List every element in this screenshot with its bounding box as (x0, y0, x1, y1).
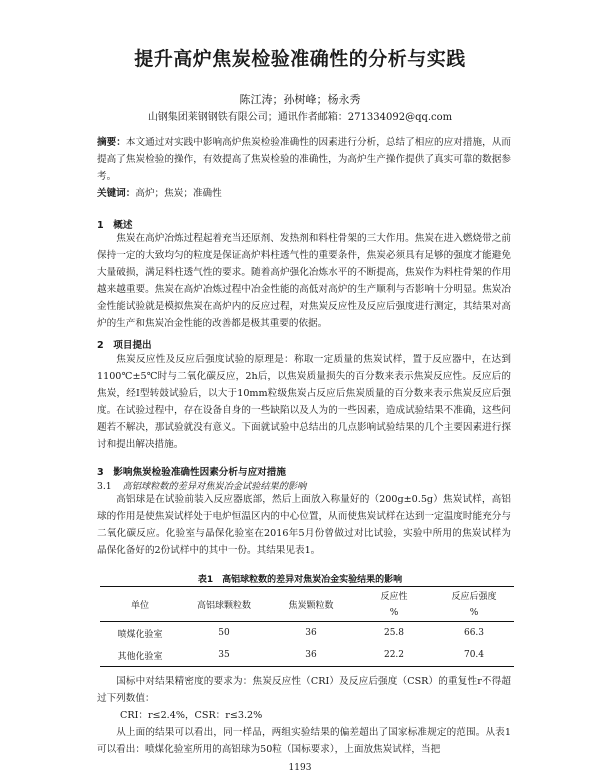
section-2-heading: 2 项目提出 (97, 340, 152, 351)
abstract (97, 134, 511, 185)
cell-coke: 36 (268, 644, 354, 667)
results-table (100, 586, 514, 667)
cell-coke: 36 (305, 628, 317, 638)
header-unit: 单位 (100, 587, 180, 622)
section-3-1-number: 3.1 (97, 481, 112, 492)
header-cri-unit: % (354, 604, 434, 622)
cell-balls: 35 (180, 644, 268, 667)
conclusion-text: 从上面的结果可以看出，同一样品，两组实验结果的偏差超出了国家标准规定的范围。从表1可以看出：喷煤化验室所用的高铝球为50粒（国标要求），上面放焦炭试样，当把 (97, 727, 511, 755)
header-balls: 高铝球颗粒数 (180, 587, 268, 622)
section-3-1-heading (97, 478, 306, 492)
table-caption: 表1 高铝球粒数的差异对焦炭冶金实验结果的影响 (197, 575, 403, 585)
authors: 陈江涛；孙树峰；杨永秀 (239, 93, 361, 106)
header-csr-unit: % (434, 604, 514, 622)
precision-requirement-text: 国标中对结果精密度的要求为：焦炭反应性（CRI）及反应后强度（CSR）的重复性r不得超过下列数值： (97, 676, 511, 704)
keywords (97, 185, 511, 202)
abstract-text: 本文通过对实践中影响高炉焦炭检验准确性的因素进行分析，总结了相应的应对措施，从而提高了焦炭检验的操作，有效提高了焦炭检验的准确性，为高炉生产操作提供了真实可靠的数据参考。 (97, 137, 512, 182)
section-3-heading: 3 影响焦炭检验准确性因素分析与应对措施 (97, 467, 286, 478)
abstract-label: 摘要： (97, 137, 126, 148)
header-cri: 反应性 (354, 587, 434, 605)
precision-formula: CRI：r≤2.4%，CSR：r≤3.2% (120, 710, 263, 721)
table-row (100, 644, 514, 667)
section-3-1-title: 高铝球粒数的差异对焦炭冶金试验结果的影响 (122, 481, 307, 492)
section-3-1-text: 高铝球是在试验前装入反应器底部，然后上面放入称量好的（200g±0.5g）焦炭试样，高铝球的作用是使焦炭试样处于电炉恒温区内的中心位置，从而使焦炭试样在达到一定温度时能充分与二氧化碳反应。化验室与晶保化验室在2016年5月份曾做过对比试验，实验中所用的焦炭试样为晶保化备好的2份试样中的其中一份。其结果见表1。 (97, 494, 511, 556)
section-1-heading: 1 概述 (97, 220, 133, 231)
paper-title: 提升高炉焦炭检验准确性的分析与实践 (134, 48, 466, 70)
keywords-label: 关键词： (97, 188, 136, 199)
section-2-text: 焦炭反应性及反应后强度试验的原理是：称取一定质量的焦炭试样，置于反应器中，在达到1100℃±5℃时与二氧化碳反应，2h后，以焦炭质量损失的百分数来表示焦炭反应性。反应后的焦炭，经I型转鼓试验后，以大于10mm粒级焦炭占反应后焦炭质量的百分数来表示焦炭反应后强度。在试验过程中，存在设备自身的一些缺陷以及人为的一些因素，造成试验结果不准确，这些问题若不解决，那试验就没有意义。下面就试验中总结出的几点影响试验结果的几个主要因素进行探讨和提出解决措施。 (97, 354, 511, 450)
table-row (100, 622, 514, 645)
cell-unit: 喷煤化验室 (117, 629, 163, 640)
cell-balls: 50 (218, 628, 230, 638)
cell-cri: 25.8 (383, 628, 405, 638)
header-csr: 反应后强度 (434, 587, 514, 605)
keywords-text: 高炉；焦炭；准确性 (135, 188, 222, 199)
cell-cri: 22.2 (354, 644, 434, 667)
affiliation: 山钢集团莱钢钢铁有限公司；通讯作者邮箱：271334092@qq.com (147, 112, 453, 123)
cell-csr: 66.3 (463, 628, 485, 638)
page-number: 1193 (288, 763, 312, 773)
cell-csr: 70.4 (434, 644, 514, 667)
header-coke: 焦炭颗粒数 (268, 587, 354, 622)
cell-unit: 其他化验室 (100, 644, 180, 667)
section-1-text: 焦炭在高炉冶炼过程起着充当还原剂、发热剂和料柱骨架的三大作用。焦炭在进入燃烧带之前保持一定的大致均匀的粒度是保证高炉料柱透气性的重要条件，焦炭必须具有足够的强度才能避免大量破损，满足料柱透气性的要求。随着高炉强化冶炼水平的不断提高，焦炭作为料柱骨架的作用越来越重要。焦炭在高炉冶炼过程中冶金性能的高低对高炉的生产顺利与否影响十分明显。焦炭冶金性能试验就是模拟焦炭在高炉内的反应过程，对焦炭反应性及反应后强度进行测定，其结果对高炉的生产和焦炭冶金性能的改善都是极其重要的依据。 (97, 233, 511, 329)
table-header-row (100, 587, 514, 605)
